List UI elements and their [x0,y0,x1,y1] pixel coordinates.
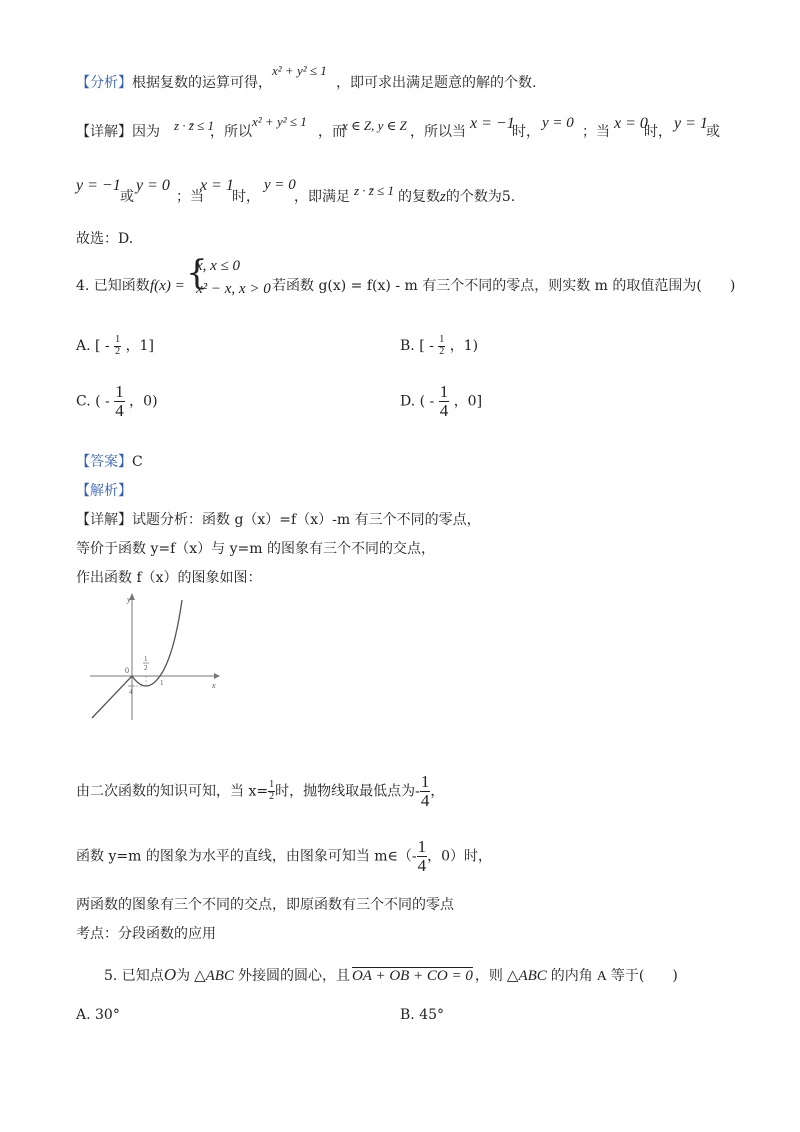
y-axis-label: y [127,595,131,604]
solution-line-6: 两函数的图象有三个不同的交点，即原函数有三个不同的零点 [76,897,454,913]
neg-quarter-den: 4 [129,688,133,696]
explain-label: 【解析】 [76,483,132,499]
analysis-label: 【分析】 [76,75,132,91]
q5-stem: 5. 已知点O为 △ABC 外接圆的圆心，且 OA + OB + CO = 0 ，则 △ABC 的内角 A 等于( ) [104,965,678,984]
q4-fx: f(x) = [150,278,185,294]
half-num: 1 [144,655,148,663]
one-label: 1 [160,679,164,687]
solution-line-4: 由二次函数的知识可知，当 x= $\frac{1}{2}$ 时，抛物线取最低点为- $\frac{1}{4}$ ， [76,772,445,810]
x-axis-label: x [212,681,216,690]
q4-stem-end: 若函数 g(x) = f(x) - m 有三个不同的零点，则实数 m 的取值范围为( ) [272,278,736,294]
solution-line-7: 考点：分段函数的应用 [76,926,216,942]
analysis-formula: x² + y² ≤ 1 [272,63,327,78]
q4-case-2: x² − x, x > 0 [196,281,271,297]
solution-line-5: 函数 y=m 的图象为水平的直线，由图象可知当 m∈（- $\frac{1}{4}$ ，0）时， [76,837,493,875]
solution-line-2: 等价于函数 y=f（x）与 y=m 的图象有三个不同的交点， [76,541,435,557]
q5-option-b[interactable]: B. 45° [400,1007,445,1023]
analysis-line: 【分析】根据复数的运算可得， [76,75,272,91]
solution-line-3: 作出函数 f（x）的图象如图： [76,570,262,586]
q4-option-a[interactable]: A. [ - $\frac{1}{2}$ ，1] [76,334,154,357]
solution-line-1: 【详解】试题分析：函数 g（x）=f（x）-m 有三个不同的零点， [76,512,481,528]
half-den: 2 [144,664,148,672]
choose-d: 故选：D. [76,231,134,247]
answer-value: C [132,454,143,470]
detail-line-1: 【详解】因为 [76,124,160,140]
q4-option-b[interactable]: B. [ - $\frac{1}{2}$ ，1) [400,334,479,357]
analysis-tail: ，即可求出满足题意的解的个数. [336,75,537,91]
answer-line [76,455,143,469]
q4-stem-start: 4. 已知函数 [76,278,150,294]
origin-label: 0 [125,666,129,675]
detail-label: 【详解】 [76,124,132,140]
q4-option-d[interactable]: D. ( - $\frac{1}{4}$ ，0] [400,382,483,420]
q4-case-1: x, x ≤ 0 [196,258,241,274]
answer-label: 【答案】 [76,454,132,470]
piecewise-brace: { [186,253,208,293]
q4-option-c[interactable]: C. ( - $\frac{1}{4}$ ，0) [76,382,158,420]
q5-option-a[interactable]: A. 30° [76,1007,120,1023]
function-graph [86,590,224,724]
